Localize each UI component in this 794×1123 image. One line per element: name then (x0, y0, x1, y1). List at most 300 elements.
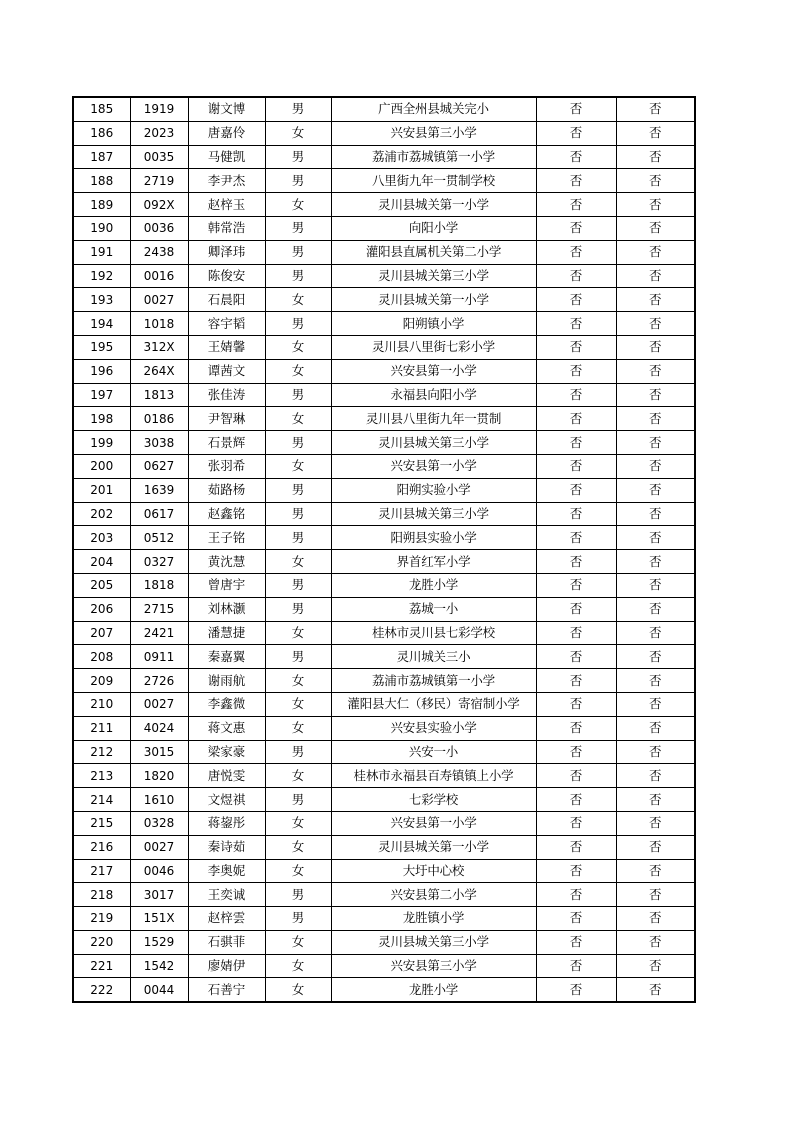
id-suffix-cell: 1639 (130, 478, 188, 502)
student-name-cell: 刘林灏 (188, 597, 265, 621)
student-name-cell: 唐悦雯 (188, 764, 265, 788)
student-name-cell: 石善宁 (188, 978, 265, 1002)
id-suffix-cell: 1919 (130, 97, 188, 121)
table-row (73, 454, 695, 478)
id-suffix-cell: 0016 (130, 264, 188, 288)
id-suffix-cell: 4024 (130, 716, 188, 740)
student-name-cell: 谭茜文 (188, 359, 265, 383)
id-suffix-cell: 0627 (130, 454, 188, 478)
school-cell: 灵川县八里街九年一贯制 (331, 407, 536, 431)
flag-b-cell: 否 (616, 359, 695, 383)
id-suffix-cell: 2421 (130, 621, 188, 645)
table-row (73, 978, 695, 1002)
flag-a-cell: 否 (536, 859, 616, 883)
table-row (73, 193, 695, 217)
gender-cell: 男 (265, 383, 331, 407)
id-suffix-cell: 0027 (130, 835, 188, 859)
flag-a-cell: 否 (536, 764, 616, 788)
row-number-cell: 190 (73, 216, 130, 240)
student-name-cell: 张佳涛 (188, 383, 265, 407)
row-number-cell: 213 (73, 764, 130, 788)
student-name-cell: 谢文博 (188, 97, 265, 121)
flag-a-cell: 否 (536, 312, 616, 336)
flag-b-cell: 否 (616, 454, 695, 478)
id-suffix-cell: 312X (130, 335, 188, 359)
table-row (73, 597, 695, 621)
row-number-cell: 209 (73, 669, 130, 693)
flag-a-cell: 否 (536, 264, 616, 288)
gender-cell: 男 (265, 573, 331, 597)
table-row (73, 740, 695, 764)
school-cell: 龙胜小学 (331, 573, 536, 597)
flag-a-cell: 否 (536, 240, 616, 264)
school-cell: 向阳小学 (331, 216, 536, 240)
gender-cell: 女 (265, 978, 331, 1002)
table-row (73, 97, 695, 121)
table-body (73, 97, 695, 1002)
flag-a-cell: 否 (536, 478, 616, 502)
flag-b-cell: 否 (616, 811, 695, 835)
flag-a-cell: 否 (536, 454, 616, 478)
gender-cell: 女 (265, 335, 331, 359)
school-cell: 八里街九年一贯制学校 (331, 169, 536, 193)
school-cell: 兴安县第三小学 (331, 121, 536, 145)
id-suffix-cell: 2023 (130, 121, 188, 145)
table-row (73, 312, 695, 336)
school-cell: 大圩中心校 (331, 859, 536, 883)
row-number-cell: 199 (73, 431, 130, 455)
flag-b-cell: 否 (616, 740, 695, 764)
student-name-cell: 王子铭 (188, 526, 265, 550)
gender-cell: 男 (265, 883, 331, 907)
flag-a-cell: 否 (536, 907, 616, 931)
student-name-cell: 潘慧捷 (188, 621, 265, 645)
school-cell: 兴安县第一小学 (331, 359, 536, 383)
student-name-cell: 文煜祺 (188, 788, 265, 812)
flag-a-cell: 否 (536, 835, 616, 859)
school-cell: 广西全州县城关完小 (331, 97, 536, 121)
id-suffix-cell: 092X (130, 193, 188, 217)
table-row (73, 930, 695, 954)
id-suffix-cell: 0035 (130, 145, 188, 169)
flag-b-cell: 否 (616, 407, 695, 431)
flag-a-cell: 否 (536, 502, 616, 526)
student-name-cell: 石晨阳 (188, 288, 265, 312)
flag-b-cell: 否 (616, 169, 695, 193)
flag-a-cell: 否 (536, 811, 616, 835)
flag-b-cell: 否 (616, 383, 695, 407)
student-name-cell: 赵梓雲 (188, 907, 265, 931)
flag-b-cell: 否 (616, 264, 695, 288)
flag-b-cell: 否 (616, 335, 695, 359)
id-suffix-cell: 1610 (130, 788, 188, 812)
gender-cell: 女 (265, 669, 331, 693)
gender-cell: 男 (265, 597, 331, 621)
student-name-cell: 秦嘉翼 (188, 645, 265, 669)
gender-cell: 女 (265, 716, 331, 740)
student-name-cell: 曾唐宇 (188, 573, 265, 597)
flag-a-cell: 否 (536, 954, 616, 978)
flag-b-cell: 否 (616, 716, 695, 740)
row-number-cell: 215 (73, 811, 130, 835)
row-number-cell: 217 (73, 859, 130, 883)
student-name-cell: 李尹杰 (188, 169, 265, 193)
flag-b-cell: 否 (616, 645, 695, 669)
flag-b-cell: 否 (616, 121, 695, 145)
flag-b-cell: 否 (616, 788, 695, 812)
row-number-cell: 196 (73, 359, 130, 383)
student-name-cell: 韩常浩 (188, 216, 265, 240)
gender-cell: 女 (265, 859, 331, 883)
id-suffix-cell: 1542 (130, 954, 188, 978)
row-number-cell: 200 (73, 454, 130, 478)
id-suffix-cell: 1529 (130, 930, 188, 954)
flag-a-cell: 否 (536, 550, 616, 574)
flag-a-cell: 否 (536, 978, 616, 1002)
id-suffix-cell: 0186 (130, 407, 188, 431)
gender-cell: 男 (265, 502, 331, 526)
flag-b-cell: 否 (616, 621, 695, 645)
id-suffix-cell: 0027 (130, 288, 188, 312)
gender-cell: 男 (265, 97, 331, 121)
table-row (73, 169, 695, 193)
school-cell: 阳朔实验小学 (331, 478, 536, 502)
school-cell: 兴安县第二小学 (331, 883, 536, 907)
id-suffix-cell: 264X (130, 359, 188, 383)
id-suffix-cell: 0027 (130, 692, 188, 716)
flag-a-cell: 否 (536, 193, 616, 217)
flag-b-cell: 否 (616, 597, 695, 621)
table-row (73, 621, 695, 645)
table-row (73, 550, 695, 574)
school-cell: 灵川县八里街七彩小学 (331, 335, 536, 359)
row-number-cell: 210 (73, 692, 130, 716)
student-name-cell: 谢雨航 (188, 669, 265, 693)
flag-a-cell: 否 (536, 216, 616, 240)
flag-a-cell: 否 (536, 121, 616, 145)
id-suffix-cell: 1813 (130, 383, 188, 407)
table-row (73, 216, 695, 240)
student-name-cell: 王婧馨 (188, 335, 265, 359)
school-cell: 灵川县城关第三小学 (331, 431, 536, 455)
gender-cell: 男 (265, 740, 331, 764)
gender-cell: 女 (265, 288, 331, 312)
table-row (73, 692, 695, 716)
table-row (73, 954, 695, 978)
row-number-cell: 221 (73, 954, 130, 978)
id-suffix-cell: 0036 (130, 216, 188, 240)
flag-a-cell: 否 (536, 288, 616, 312)
gender-cell: 女 (265, 930, 331, 954)
flag-b-cell: 否 (616, 573, 695, 597)
school-cell: 兴安县第三小学 (331, 954, 536, 978)
row-number-cell: 204 (73, 550, 130, 574)
id-suffix-cell: 0617 (130, 502, 188, 526)
id-suffix-cell: 0044 (130, 978, 188, 1002)
id-suffix-cell: 2438 (130, 240, 188, 264)
flag-a-cell: 否 (536, 669, 616, 693)
row-number-cell: 192 (73, 264, 130, 288)
school-cell: 龙胜镇小学 (331, 907, 536, 931)
flag-a-cell: 否 (536, 169, 616, 193)
flag-a-cell: 否 (536, 431, 616, 455)
table-row (73, 431, 695, 455)
gender-cell: 男 (265, 169, 331, 193)
gender-cell: 男 (265, 907, 331, 931)
school-cell: 兴安一小 (331, 740, 536, 764)
flag-b-cell: 否 (616, 526, 695, 550)
flag-b-cell: 否 (616, 502, 695, 526)
student-name-cell: 唐嘉伶 (188, 121, 265, 145)
flag-b-cell: 否 (616, 550, 695, 574)
flag-a-cell: 否 (536, 692, 616, 716)
flag-a-cell: 否 (536, 883, 616, 907)
flag-b-cell: 否 (616, 669, 695, 693)
id-suffix-cell: 0911 (130, 645, 188, 669)
school-cell: 界首红军小学 (331, 550, 536, 574)
school-cell: 灌阳县直属机关第二小学 (331, 240, 536, 264)
table-row (73, 859, 695, 883)
table-row (73, 883, 695, 907)
flag-a-cell: 否 (536, 930, 616, 954)
row-number-cell: 195 (73, 335, 130, 359)
flag-a-cell: 否 (536, 407, 616, 431)
flag-b-cell: 否 (616, 145, 695, 169)
student-table (72, 96, 696, 1003)
school-cell: 灵川县城关第三小学 (331, 264, 536, 288)
id-suffix-cell: 0512 (130, 526, 188, 550)
row-number-cell: 188 (73, 169, 130, 193)
school-cell: 灵川城关三小 (331, 645, 536, 669)
id-suffix-cell: 3038 (130, 431, 188, 455)
table-row (73, 335, 695, 359)
table-row (73, 526, 695, 550)
gender-cell: 女 (265, 692, 331, 716)
student-name-cell: 茹路杨 (188, 478, 265, 502)
gender-cell: 女 (265, 550, 331, 574)
id-suffix-cell: 1820 (130, 764, 188, 788)
student-name-cell: 蒋文惠 (188, 716, 265, 740)
student-name-cell: 陈俊安 (188, 264, 265, 288)
flag-a-cell: 否 (536, 740, 616, 764)
gender-cell: 女 (265, 359, 331, 383)
flag-b-cell: 否 (616, 97, 695, 121)
school-cell: 阳朔县实验小学 (331, 526, 536, 550)
gender-cell: 男 (265, 264, 331, 288)
gender-cell: 男 (265, 431, 331, 455)
id-suffix-cell: 0327 (130, 550, 188, 574)
student-name-cell: 石景辉 (188, 431, 265, 455)
flag-b-cell: 否 (616, 954, 695, 978)
flag-a-cell: 否 (536, 645, 616, 669)
gender-cell: 女 (265, 835, 331, 859)
flag-b-cell: 否 (616, 193, 695, 217)
row-number-cell: 198 (73, 407, 130, 431)
table-row (73, 288, 695, 312)
table-row (73, 121, 695, 145)
row-number-cell: 218 (73, 883, 130, 907)
flag-a-cell: 否 (536, 359, 616, 383)
id-suffix-cell: 3015 (130, 740, 188, 764)
student-name-cell: 梁家豪 (188, 740, 265, 764)
student-table-sheet (72, 96, 694, 1003)
student-name-cell: 李鑫微 (188, 692, 265, 716)
flag-b-cell: 否 (616, 240, 695, 264)
school-cell: 荔浦市荔城镇第一小学 (331, 669, 536, 693)
school-cell: 灵川县城关第一小学 (331, 193, 536, 217)
table-row (73, 264, 695, 288)
flag-a-cell: 否 (536, 335, 616, 359)
school-cell: 阳朔镇小学 (331, 312, 536, 336)
row-number-cell: 206 (73, 597, 130, 621)
row-number-cell: 194 (73, 312, 130, 336)
student-name-cell: 廖婧伊 (188, 954, 265, 978)
flag-b-cell: 否 (616, 431, 695, 455)
gender-cell: 女 (265, 454, 331, 478)
table-row (73, 145, 695, 169)
row-number-cell: 211 (73, 716, 130, 740)
table-row (73, 835, 695, 859)
table-row (73, 669, 695, 693)
gender-cell: 女 (265, 621, 331, 645)
school-cell: 荔浦市荔城镇第一小学 (331, 145, 536, 169)
student-name-cell: 石骐菲 (188, 930, 265, 954)
table-row (73, 502, 695, 526)
table-row (73, 407, 695, 431)
id-suffix-cell: 1818 (130, 573, 188, 597)
gender-cell: 男 (265, 526, 331, 550)
gender-cell: 女 (265, 193, 331, 217)
school-cell: 灌阳县大仁（移民）寄宿制小学 (331, 692, 536, 716)
table-row (73, 907, 695, 931)
flag-a-cell: 否 (536, 788, 616, 812)
row-number-cell: 191 (73, 240, 130, 264)
table-row (73, 811, 695, 835)
flag-a-cell: 否 (536, 526, 616, 550)
student-name-cell: 赵梓玉 (188, 193, 265, 217)
id-suffix-cell: 3017 (130, 883, 188, 907)
student-name-cell: 尹智琳 (188, 407, 265, 431)
flag-b-cell: 否 (616, 312, 695, 336)
gender-cell: 男 (265, 145, 331, 169)
student-name-cell: 马健凯 (188, 145, 265, 169)
flag-b-cell: 否 (616, 907, 695, 931)
student-name-cell: 黄沈慧 (188, 550, 265, 574)
row-number-cell: 219 (73, 907, 130, 931)
row-number-cell: 205 (73, 573, 130, 597)
table-row (73, 478, 695, 502)
student-name-cell: 蒋鋆彤 (188, 811, 265, 835)
row-number-cell: 201 (73, 478, 130, 502)
flag-a-cell: 否 (536, 97, 616, 121)
row-number-cell: 216 (73, 835, 130, 859)
row-number-cell: 207 (73, 621, 130, 645)
row-number-cell: 220 (73, 930, 130, 954)
school-cell: 永福县向阳小学 (331, 383, 536, 407)
gender-cell: 男 (265, 240, 331, 264)
school-cell: 桂林市永福县百寿镇镇上小学 (331, 764, 536, 788)
row-number-cell: 186 (73, 121, 130, 145)
flag-a-cell: 否 (536, 573, 616, 597)
gender-cell: 男 (265, 788, 331, 812)
student-name-cell: 卿泽玮 (188, 240, 265, 264)
row-number-cell: 185 (73, 97, 130, 121)
gender-cell: 女 (265, 121, 331, 145)
student-name-cell: 张羽希 (188, 454, 265, 478)
row-number-cell: 202 (73, 502, 130, 526)
id-suffix-cell: 151X (130, 907, 188, 931)
row-number-cell: 187 (73, 145, 130, 169)
student-name-cell: 李奥妮 (188, 859, 265, 883)
school-cell: 灵川县城关第三小学 (331, 502, 536, 526)
school-cell: 桂林市灵川县七彩学校 (331, 621, 536, 645)
row-number-cell: 193 (73, 288, 130, 312)
id-suffix-cell: 1018 (130, 312, 188, 336)
gender-cell: 女 (265, 811, 331, 835)
school-cell: 兴安县第一小学 (331, 454, 536, 478)
row-number-cell: 197 (73, 383, 130, 407)
school-cell: 荔城一小 (331, 597, 536, 621)
flag-b-cell: 否 (616, 764, 695, 788)
school-cell: 灵川县城关第一小学 (331, 288, 536, 312)
school-cell: 七彩学校 (331, 788, 536, 812)
row-number-cell: 189 (73, 193, 130, 217)
gender-cell: 男 (265, 312, 331, 336)
flag-b-cell: 否 (616, 835, 695, 859)
table-row (73, 788, 695, 812)
school-cell: 兴安县实验小学 (331, 716, 536, 740)
row-number-cell: 222 (73, 978, 130, 1002)
flag-b-cell: 否 (616, 692, 695, 716)
table-row (73, 645, 695, 669)
flag-a-cell: 否 (536, 597, 616, 621)
flag-b-cell: 否 (616, 478, 695, 502)
id-suffix-cell: 2726 (130, 669, 188, 693)
gender-cell: 男 (265, 478, 331, 502)
flag-b-cell: 否 (616, 859, 695, 883)
student-name-cell: 赵鑫铭 (188, 502, 265, 526)
id-suffix-cell: 0328 (130, 811, 188, 835)
flag-a-cell: 否 (536, 145, 616, 169)
table-row (73, 383, 695, 407)
flag-a-cell: 否 (536, 716, 616, 740)
gender-cell: 男 (265, 645, 331, 669)
student-name-cell: 王奕诚 (188, 883, 265, 907)
flag-b-cell: 否 (616, 978, 695, 1002)
school-cell: 龙胜小学 (331, 978, 536, 1002)
table-row (73, 359, 695, 383)
flag-a-cell: 否 (536, 621, 616, 645)
row-number-cell: 203 (73, 526, 130, 550)
id-suffix-cell: 0046 (130, 859, 188, 883)
gender-cell: 女 (265, 954, 331, 978)
student-name-cell: 容宇韬 (188, 312, 265, 336)
gender-cell: 女 (265, 407, 331, 431)
table-row (73, 573, 695, 597)
flag-b-cell: 否 (616, 930, 695, 954)
school-cell: 灵川县城关第一小学 (331, 835, 536, 859)
id-suffix-cell: 2719 (130, 169, 188, 193)
row-number-cell: 214 (73, 788, 130, 812)
flag-b-cell: 否 (616, 883, 695, 907)
row-number-cell: 212 (73, 740, 130, 764)
school-cell: 兴安县第一小学 (331, 811, 536, 835)
table-row (73, 716, 695, 740)
flag-b-cell: 否 (616, 216, 695, 240)
gender-cell: 女 (265, 764, 331, 788)
flag-a-cell: 否 (536, 383, 616, 407)
flag-b-cell: 否 (616, 288, 695, 312)
